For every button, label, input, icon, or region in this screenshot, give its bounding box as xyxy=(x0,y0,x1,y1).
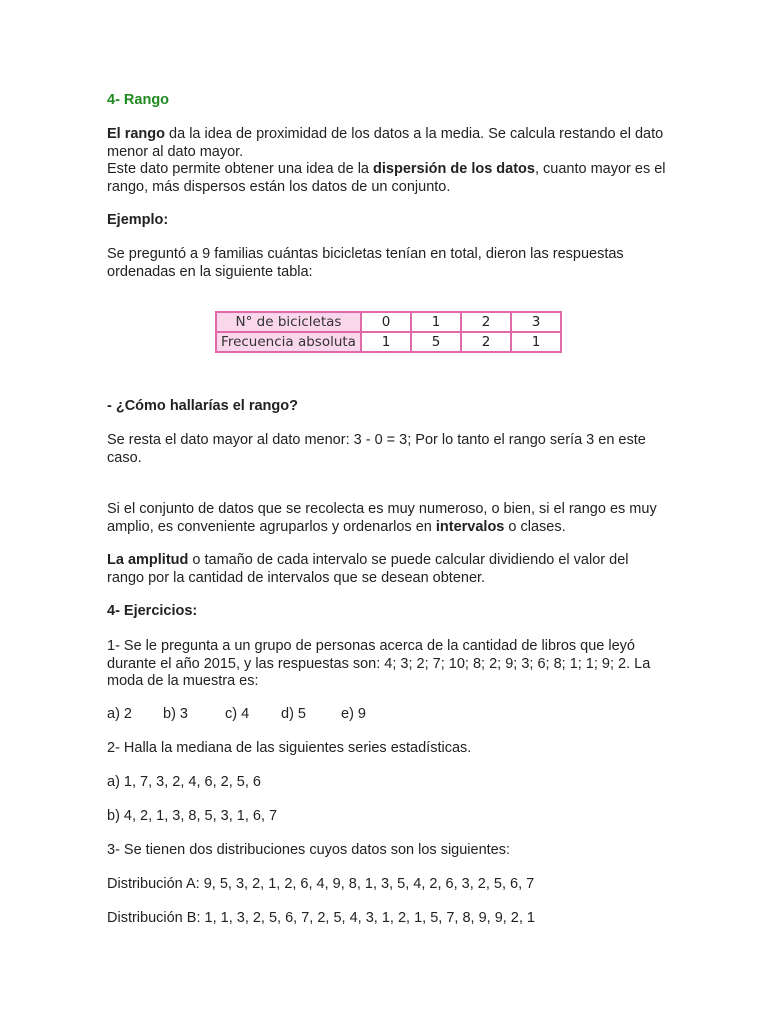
frequency-table xyxy=(215,311,562,353)
exercise-2-series-a: a) 1, 7, 3, 2, 4, 6, 2, 5, 6 xyxy=(107,774,261,790)
table-row xyxy=(216,312,561,332)
table-cell: 1 xyxy=(361,332,411,352)
intro-line-1 xyxy=(107,126,667,161)
example-heading: Ejemplo: xyxy=(107,212,169,228)
exercises-heading: 4- Ejercicios: xyxy=(107,603,198,619)
row-label-bicycles: N° de bicicletas xyxy=(216,312,361,332)
exercise-2: 2- Halla la mediana de las siguientes series estadísticas. xyxy=(107,740,472,756)
table-cell: 3 xyxy=(511,312,561,332)
table-row xyxy=(216,332,561,352)
question-heading: - ¿Cómo hallarías el rango? xyxy=(107,398,298,414)
term-rango: El rango xyxy=(107,126,166,142)
row-label-frequency: Frecuencia absoluta xyxy=(216,332,361,352)
term-amplitud: La amplitud xyxy=(107,552,189,568)
exercise-2-series-b: b) 4, 2, 1, 3, 8, 5, 3, 1, 6, 7 xyxy=(107,808,278,824)
amplitude-text: o tamaño de cada intervalo se puede calcular dividiendo el valor del rango por la cantidad de intervalos que se desean obtener. xyxy=(107,552,629,586)
exercise-1-options xyxy=(107,706,667,724)
distribution-a: Distribución A: 9, 5, 3, 2, 1, 2, 6, 4, 9, 8, 1, 3, 5, 4, 2, 6, 3, 2, 5, 6, 7 xyxy=(107,876,535,892)
section-title: 4- Rango xyxy=(107,92,170,108)
intervals-text-end: o clases. xyxy=(504,518,566,535)
term-intervalos: intervalos xyxy=(435,518,505,535)
option-d: d) 5 xyxy=(281,706,306,722)
exercise-3: 3- Se tienen dos distribuciones cuyos datos son los siguientes: xyxy=(107,842,511,858)
example-text: Se preguntó a 9 familias cuántas bicicletas tenían en total, dieron las respuestas ordenadas en la siguiente tabla: xyxy=(107,246,624,280)
table-cell: 1 xyxy=(511,332,561,352)
distribution-b: Distribución B: 1, 1, 3, 2, 5, 6, 7, 2, 5, 4, 3, 1, 2, 1, 5, 7, 8, 9, 9, 2, 1 xyxy=(107,910,535,926)
table-cell: 2 xyxy=(461,312,511,332)
intro-dispersion-start: Este dato permite obtener una idea de la xyxy=(107,161,374,177)
option-a: a) 2 xyxy=(107,706,132,722)
intro-paragraph xyxy=(107,126,667,196)
amplitude-paragraph xyxy=(107,552,667,587)
intro-dispersion-rest: , cuanto mayor es el rango, más dispersos están los datos de un conjunto. xyxy=(107,161,666,195)
table-cell: 1 xyxy=(411,312,461,332)
option-b: b) 3 xyxy=(163,706,188,722)
term-dispersion: dispersión de los datos xyxy=(373,161,535,177)
table-cell: 2 xyxy=(461,332,511,352)
table-cell: 0 xyxy=(361,312,411,332)
intro-definition: da la idea de proximidad de los datos a la media. Se calcula restando el dato menor al dato mayor. xyxy=(107,126,664,160)
intervals-text-start: Si el conjunto de datos que se recolecta es muy numeroso, o bien, si el rango es muy amplio, es conveniente agruparlos y ordenarlos en xyxy=(107,501,657,535)
intro-line-2 xyxy=(107,161,667,196)
option-c: c) 4 xyxy=(225,706,250,722)
table-cell: 5 xyxy=(411,332,461,352)
answer-paragraph: Se resta el dato mayor al dato menor: 3 - 0 = 3; Por lo tanto el rango sería 3 en este caso. xyxy=(107,432,646,466)
exercise-1: 1- Se le pregunta a un grupo de personas acerca de la cantidad de libros que leyó durante el año 2015, y las respuestas son: 4; 3; 2; 7; 10; 8; 2; 9; 3; 6; 8; 1; 1; 9; 2. La moda de la muestra es: xyxy=(107,638,651,689)
intervals-paragraph xyxy=(107,501,667,536)
option-e: e) 9 xyxy=(341,706,366,722)
